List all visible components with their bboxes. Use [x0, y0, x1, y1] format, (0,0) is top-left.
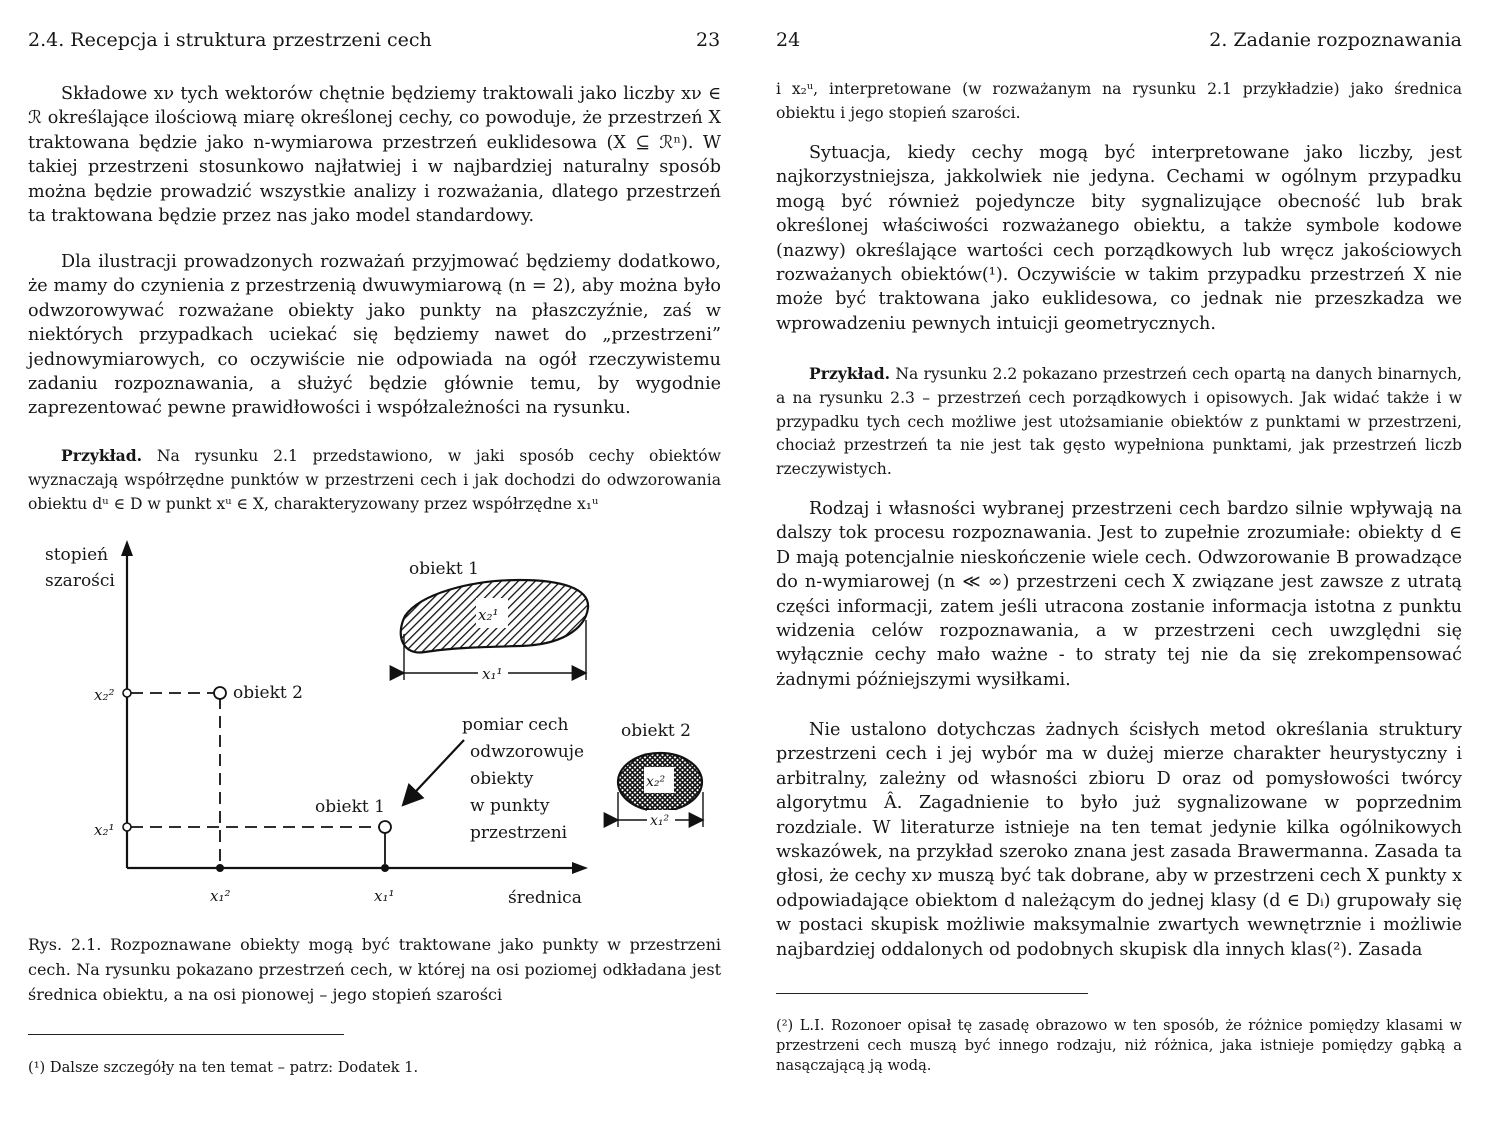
right-continuation: i x₂ᵘ, interpretowane (w rozważanym na rysunku 2.1 przykładzie) jako średnica obiektu i jego stopień szarości.: [776, 80, 1462, 122]
label-obiekt2-right: obiekt 2: [621, 721, 691, 741]
y-axis-arrow-icon: [121, 540, 133, 556]
mapping-arrow: [403, 740, 464, 805]
left-paragraph-1: Składowe xν tych wektorów chętnie będziemy traktowali jako liczby xν ∈ ℛ określające ilościową miarę określonej cechy, co powoduje, że przestrzeń X traktowana będzie jako n-wymiarowa przestrzeń euklidesowa (X ⊆ ℛⁿ). W takiej przestrzeni stosunkowo najłatwiej i w najbardziej naturalny sposób można będzie prowadzić wszystkie analizy i rozważania, dlatego przestrzeń ta traktowana będzie przez nas jako model standardowy.: [28, 84, 721, 227]
arrow-text-line-5: przestrzeni: [470, 823, 568, 843]
left-page-number: 23: [696, 29, 721, 51]
arrow-text-line-1: pomiar cech: [462, 715, 569, 735]
left-example-paragraph: [28, 444, 721, 516]
blob1-inner-label: x₂¹: [478, 606, 499, 624]
right-running-header: 2. Zadanie rozpoznawania: [1209, 29, 1462, 51]
right-paragraph-2: Rodzaj i własności wybranej przestrzeni cech bardzo silnie wpływają na dalszy tok procesu rozpoznawania. Jest to zupełnie zrozumiałe: obiekty d ∈ D mają potencjalnie nieskończenie wiele cech. Odwzorowanie B prowadzące do n-wymiarowej (n ≪ ∞) przestrzeni cech X związane jest zawsze z utratą części informacji, zatem jeśli utracona zostanie informacja istotna z punktu widzenia celów rozpoznawania, a w przestrzeni cech uwzględni się wyłącznie cechy mało ważne - to straty tej nie da się zrekompensować żadnymi późniejszymi wysiłkami.: [776, 499, 1462, 690]
arrow-text-line-2: odwzorowuje: [470, 742, 585, 762]
y-axis-label-line1: stopień: [45, 545, 109, 565]
right-paragraph-3: Nie ustalono dotychczas żadnych ścisłych metod określania struktury przestrzeni cech i jej wybór ma w dużej mierze charakter heurystyczny i arbitralny, zależny od własności zbioru D oraz od pomysłowości twórcy algorytmu Â. Zagadnienie to było już sygnalizowane w poprzednim rozdziale. W literaturze istnieje na ten temat jedynie kilka ogólnikowych wskazówek, na przykład szeroko znana jest zasada Brawermanna. Zasada ta głosi, że cechy xν muszą być tak dobrane, aby w przestrzeni cech X punkty x odpowiadające obiektom d należącym do jednej klasy (d ∈ Dᵢ) grupowały się w postaci skupisk możliwie maksymalnie zwartych wewnętrznie i możliwie najbardziej oddalonych od podobnych skupisk dla innych klas(²). Zasada: [776, 720, 1462, 960]
arrow-text: [462, 715, 584, 843]
left-footnote-text: Dalsze szczegóły na ten temat – patrz: Dodatek 1.: [49, 1059, 419, 1076]
label-obiekt1-top: obiekt 1: [409, 559, 479, 579]
figure-caption: Rys. 2.1. Rozpoznawane obiekty mogą być traktowane jako punkty w przestrzeni cech. Na rysunku pokazano przestrzeń cech, w której na osi poziomej odkładana jest średnica obiektu, a na osi pionowej – jego stopień szarości: [28, 935, 721, 1004]
arrow-text-line-3: obiekty: [470, 769, 534, 789]
left-footnote-rule: [28, 1034, 344, 1035]
right-page-number: 24: [776, 29, 801, 51]
x-axis-label: średnica: [508, 888, 582, 908]
left-footnote-mark: (¹): [28, 1059, 46, 1076]
right-paragraph-1: Sytuacja, kiedy cechy mogą być interpretowane jako liczby, jest najkorzystniejsza, jakkolwiek nie jedyna. Cechami w ogólnym przypadku mogą być również pojedyncze bity sygnalizujące obecność lub brak określonej właściwości rozważanego obiektu, a także symbole kodowe (nazwy) określające wartości cech porządkowych lub wręcz jakościowych rozważanych obiektów(¹). Oczywiście w takim przypadku przestrzeń X nie może być traktowana jako euklidesowa, co jednak nie przeszkadza we wprowadzeniu pewnych intuicji geometrycznych.: [776, 143, 1462, 334]
left-running-header: 2.4. Recepcja i struktura przestrzeni cech: [28, 29, 432, 51]
left-example-lead: Przykład.: [61, 446, 143, 465]
right-example-paragraph: [776, 362, 1462, 482]
tick-y-lower: x₂¹: [94, 821, 115, 839]
point-obiekt2: [214, 687, 226, 699]
right-example-text: Na rysunku 2.2 pokazano przestrzeń cech opartą na danych binarnych, a na rysunku 2.3 – przestrzeń cech porządkowych i opisowych. Jak widać także i w przypadku tych cech możliwe jest utożsamianie obiektów z punktami w przestrzeni, chociaż przestrzeń ta nie jest tak gęsto wypełniona punktami, jak przestrzeń liczb rzeczywistych.: [776, 365, 1462, 479]
right-footnote-text: L.I. Rozonoer opisał tę zasadę obrazowo w ten sposób, że różnice pomiędzy klasami w przestrzeni cech muszą być innego rodzaju, niż różnica, jaka istnieje pomiędzy gąbką a nasączającą ją wodą.: [776, 1017, 1462, 1074]
right-footnote-mark: (²): [776, 1017, 794, 1034]
right-footnote-rule: [776, 993, 1088, 994]
left-footnote: [28, 1058, 721, 1078]
tick-x-left: x₁²: [210, 887, 231, 905]
y-axis-label-line2: szarości: [45, 571, 115, 591]
label-obiekt2-point: obiekt 2: [233, 683, 303, 703]
point-obiekt1: [379, 821, 391, 833]
left-paragraph-2: Dla ilustracji prowadzonych rozważań przyjmować będziemy dodatkowo, że mamy do czynienia z przestrzenią dwuwymiarową (n = 2), aby można było odwzorowywać rozważane obiekty jako punkty na płaszczyźnie, zaś w niektórych przypadkach uciekać się będziemy nawet do „przestrzeni” jednowymiarowych, co oczywiście nie odpowiada na ogół rzeczywistemu zadaniu rozpoznawania, a służyć będzie głównie temu, by wygodnie zaprezentować pewne prawidłowości i współzależności na rysunku.: [28, 252, 721, 419]
tick-x-right: x₁¹: [374, 887, 395, 905]
right-page: [750, 0, 1500, 1123]
blob2-inner-label: x₂²: [646, 774, 666, 790]
blob2-width-label: x₁²: [650, 813, 670, 829]
left-example-text: Na rysunku 2.1 przedstawiono, w jaki sposób cechy obiektów wyznaczają współrzędne punktów w przestrzeni cech i jak dochodzi do odwzorowania obiektu dᵘ ∈ D w punkt xᵘ ∈ X, charakteryzowany przez współrzędne x₁ᵘ: [28, 447, 721, 513]
arrow-text-line-4: w punkty: [470, 796, 550, 816]
label-obiekt1-point: obiekt 1: [315, 797, 385, 817]
tick-y-upper: x₂²: [94, 686, 115, 704]
right-example-lead: Przykład.: [809, 364, 891, 383]
x-axis-arrow-icon: [572, 862, 588, 874]
figure-2-1: [0, 530, 750, 920]
blob1-width-label: x₁¹: [482, 665, 503, 683]
right-footnote: [776, 1016, 1462, 1076]
